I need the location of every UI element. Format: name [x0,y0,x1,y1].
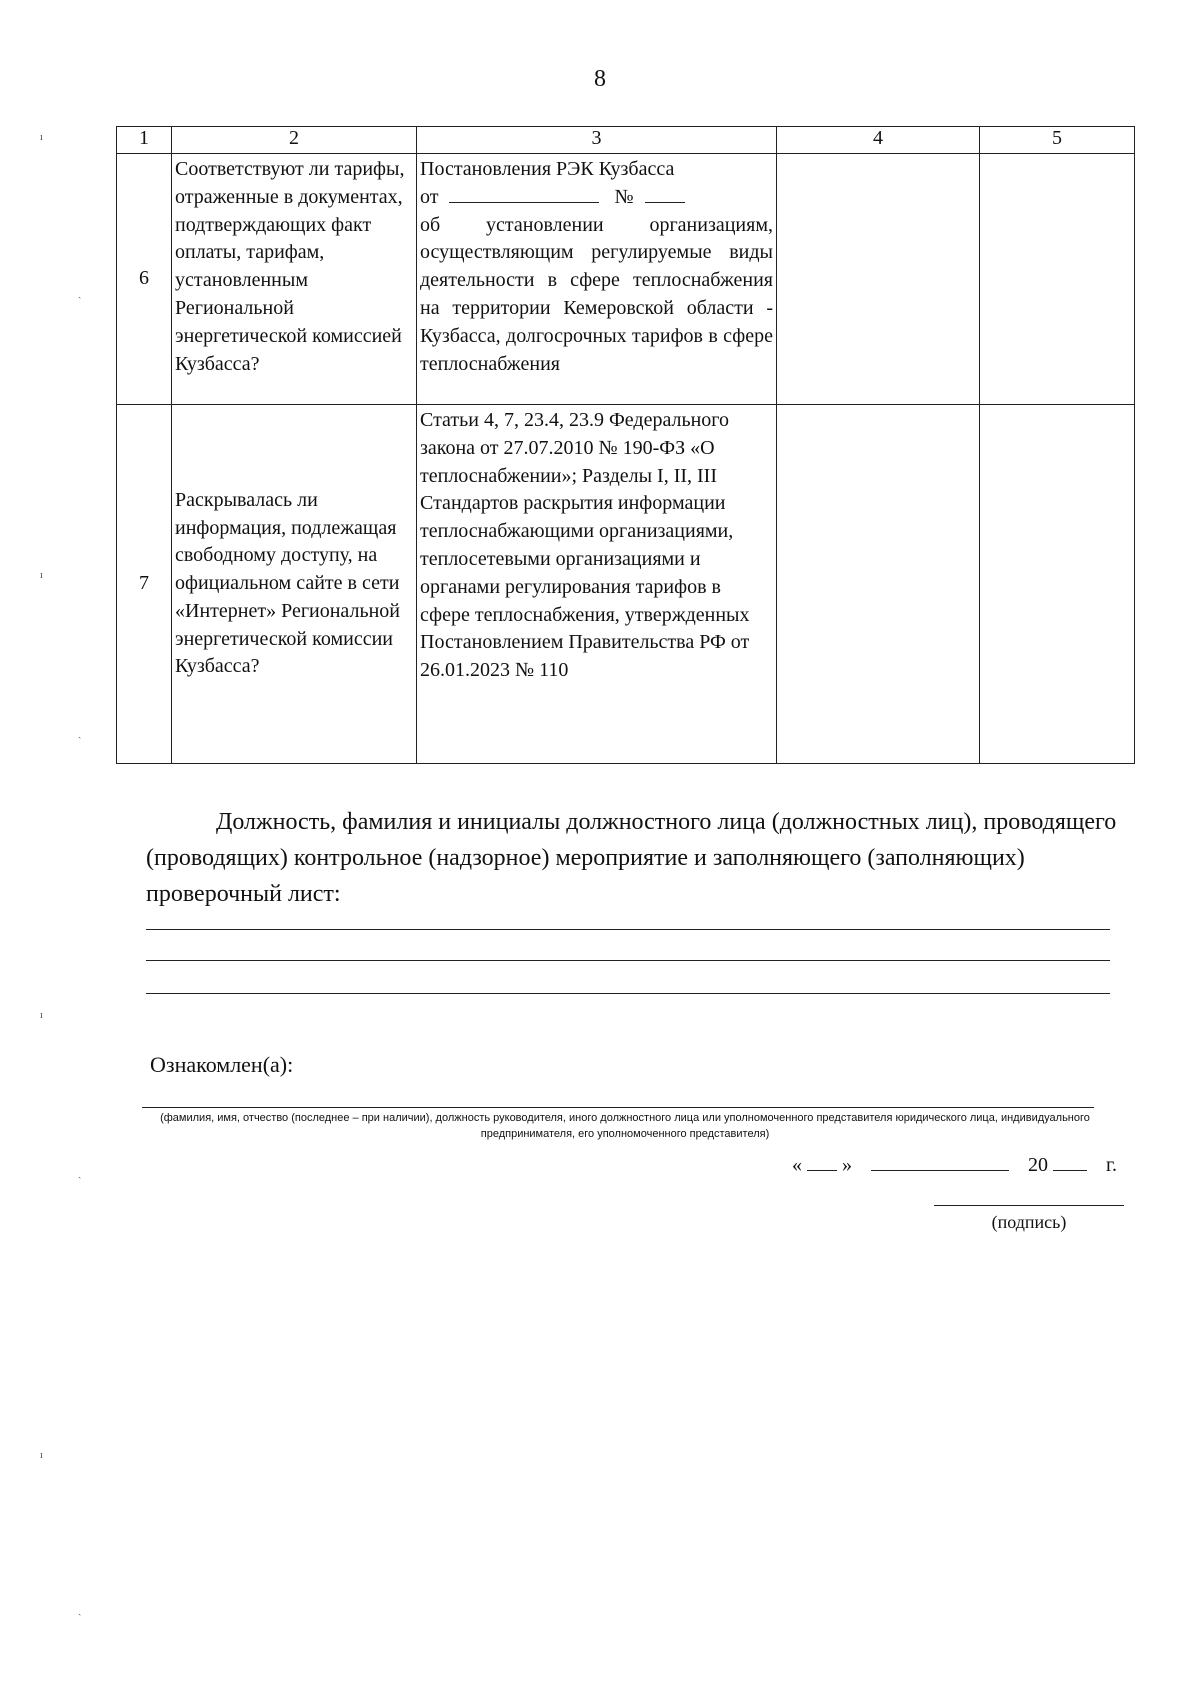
basis-text: об установлении организациям, осуществляющим регулируемые виды деятельности в сфере теплоснабжения на территории Кемеровской области - Кузбасса, долгосрочных тарифов в сфере теплоснабжения [420,213,773,375]
scan-speck: ˎ [78,728,82,739]
column-header: 3 [417,127,777,154]
row-cell-col4 [777,154,980,405]
signature-line [934,1205,1124,1206]
page-number: 8 [594,66,606,92]
year-blank [1053,1150,1087,1171]
date-blank [449,184,599,203]
officials-intro-text: Должность, фамилия и инициалы должностного лица (должностных лиц), проводящего (проводящих) контрольное (надзорное) мероприятие и заполняющего (заполняющих) проверочный лист: [146,809,1117,907]
officials-fill-line-3 [146,993,1110,994]
row-legal-basis [417,154,777,405]
row-cell-col5 [980,405,1135,764]
scan-speck: ı [40,1010,43,1021]
date-year-suffix: г. [1106,1154,1117,1176]
basis-blank-line [420,184,773,212]
basis-title: Постановления РЭК Кузбасса [420,158,675,180]
signature-caption: (подпись) [991,1212,1067,1232]
column-header: 4 [777,127,980,154]
row-legal-basis: Статьи 4, 7, 23.4, 23.9 Федерального закона от 27.07.2010 № 190-ФЗ «О теплоснабжении»; Разделы I, II, III Стандартов раскрытия информации теплоснабжающими организациями, теплосетевыми организациями и органами регулирования тарифов в сфере теплоснабжения, утвержденных Постановлением Правительства РФ от 26.01.2023 № 110 [417,405,777,764]
row-cell-col5 [980,154,1135,405]
scan-speck: ı [40,1450,43,1461]
row-question: Соответствуют ли тарифы, отраженные в документах, подтверждающих факт оплаты, тарифам, установленным Региональной энергетической комиссией Кузбасса? [172,154,417,405]
scan-speck: ˎ [78,1605,82,1616]
row-cell-col4 [777,405,980,764]
basis-number-label: № [614,185,634,208]
date-open-quote: « [792,1154,802,1176]
row-number: 7 [117,405,172,764]
scan-speck: ˎ [78,1168,82,1179]
officials-intro [146,804,1126,912]
month-blank [871,1150,1009,1171]
column-header: 2 [172,127,417,154]
row-number: 6 [117,154,172,405]
column-header: 1 [117,127,172,154]
table-header-row [117,127,1135,154]
familiarized-caption: (фамилия, имя, отчество (последнее – при наличии), должность руководителя, иного должностного лица или уполномоченного представителя юридического лица, индивидуального предпринимателя, его уполномоченного представителя) [160,1112,1090,1140]
day-blank [807,1150,837,1171]
date-close-quote: » [842,1154,852,1176]
number-blank [645,184,685,203]
date-century: 20 [1028,1154,1048,1176]
column-header: 5 [980,127,1135,154]
scan-speck: ı [40,132,43,143]
date-row [792,1150,1117,1177]
officials-fill-line-1 [146,929,1110,930]
checklist-table [116,126,1135,764]
officials-fill-line-2 [146,960,1110,961]
table-row [117,405,1135,764]
familiarized-fill-line [142,1107,1094,1108]
familiarized-label: Ознакомлен(а): [150,1052,294,1077]
basis-from-label: от [420,185,439,208]
scan-speck: ˎ [78,288,82,299]
table-row [117,154,1135,405]
scan-speck: ı [40,570,43,581]
row-question: Раскрывалась ли информация, подлежащая свободному доступу, на официальном сайте в сети «Интернет» Региональной энергетической комиссии Кузбасса? [172,405,417,764]
